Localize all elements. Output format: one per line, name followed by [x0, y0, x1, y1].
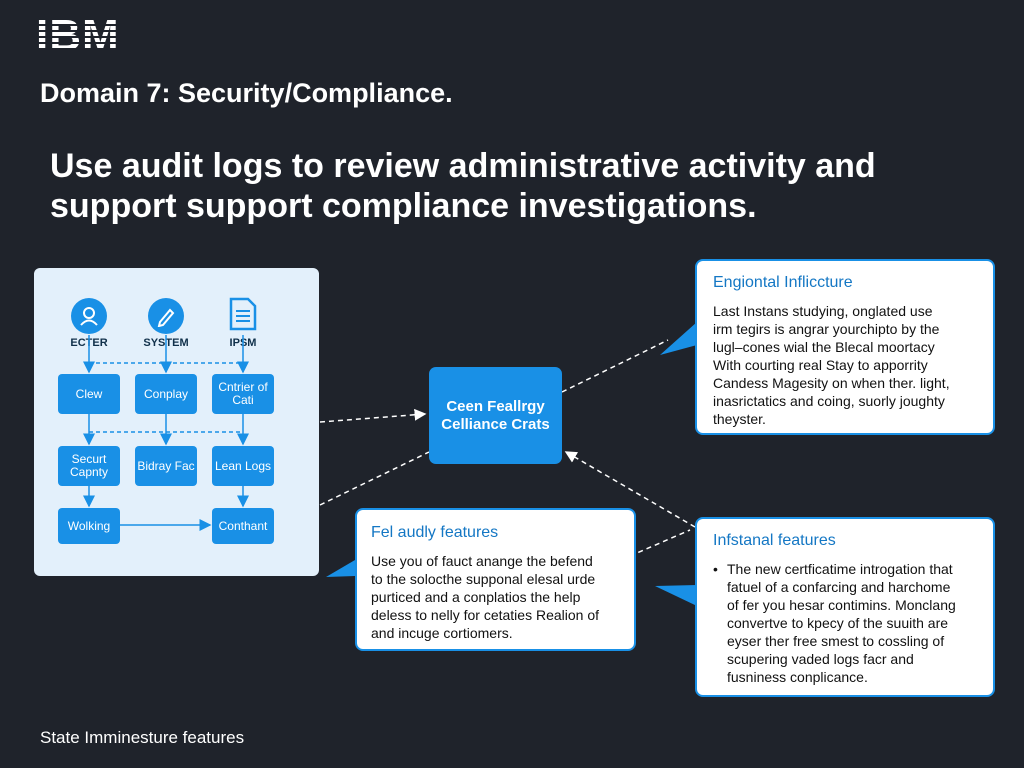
- callout-body: The new certficatime introgation that fatuel of a confarcing and harchome of fer you hesar contimins. Monclang convertve to kpecy of the suuith are eyser ther free smest to cossling of scupering vaded logs facr and fusniness conplicance.: [727, 561, 956, 685]
- box-conthant: Conthant: [212, 508, 274, 544]
- box-clew: Clew: [58, 374, 120, 414]
- ibm-logo: IBM: [36, 11, 120, 60]
- column-label-ecter: ECTER: [70, 337, 108, 349]
- column-label-system: SYSTEM: [143, 337, 189, 349]
- callout-bottom-right: [695, 517, 995, 697]
- callout-body: Last Instans studying, onglated use irm tegirs is angrar yourchipto by the lugl–cones wial the Blecal moortacy With courting real Stay to apporrity Candess Magesity on when ther. light, inasrictatics and coing, suorly joughty theyster.: [713, 303, 950, 427]
- headline: Use audit logs to review administrative activity and support support compliance investigations.: [50, 147, 876, 225]
- domain-title: Domain 7: Security/Compliance.: [40, 78, 453, 108]
- column-label-ipsm: IPSM: [229, 337, 257, 349]
- callout-top-right: [695, 259, 995, 435]
- footer-text: State Imminesture features: [40, 728, 245, 747]
- callout-title: Fel audly features: [371, 524, 499, 541]
- box-securt: Securt Capnty: [58, 446, 120, 486]
- callout-title: Infstanal features: [713, 532, 836, 549]
- callout-title: Engiontal Infliccture: [713, 274, 853, 291]
- callout-body: Use you of fauct anange the befend to the solocthe supponal elesal urde purticed and a conplatios the help deless to nelly for cetaties Realion of and incuge cortiomers.: [371, 553, 600, 641]
- box-wolking: Wolking: [58, 508, 120, 544]
- center-node: Ceen Feallrgy Celliance Crats: [429, 367, 562, 464]
- box-cntrier: Cntrier of Cati: [212, 374, 274, 414]
- box-lean: Lean Logs: [212, 446, 274, 486]
- box-conplay: Conplay: [135, 374, 197, 414]
- bullet-marker: •: [713, 561, 718, 577]
- callout-bottom-left: [355, 508, 636, 651]
- box-bidray: Bidray Fac: [135, 446, 197, 486]
